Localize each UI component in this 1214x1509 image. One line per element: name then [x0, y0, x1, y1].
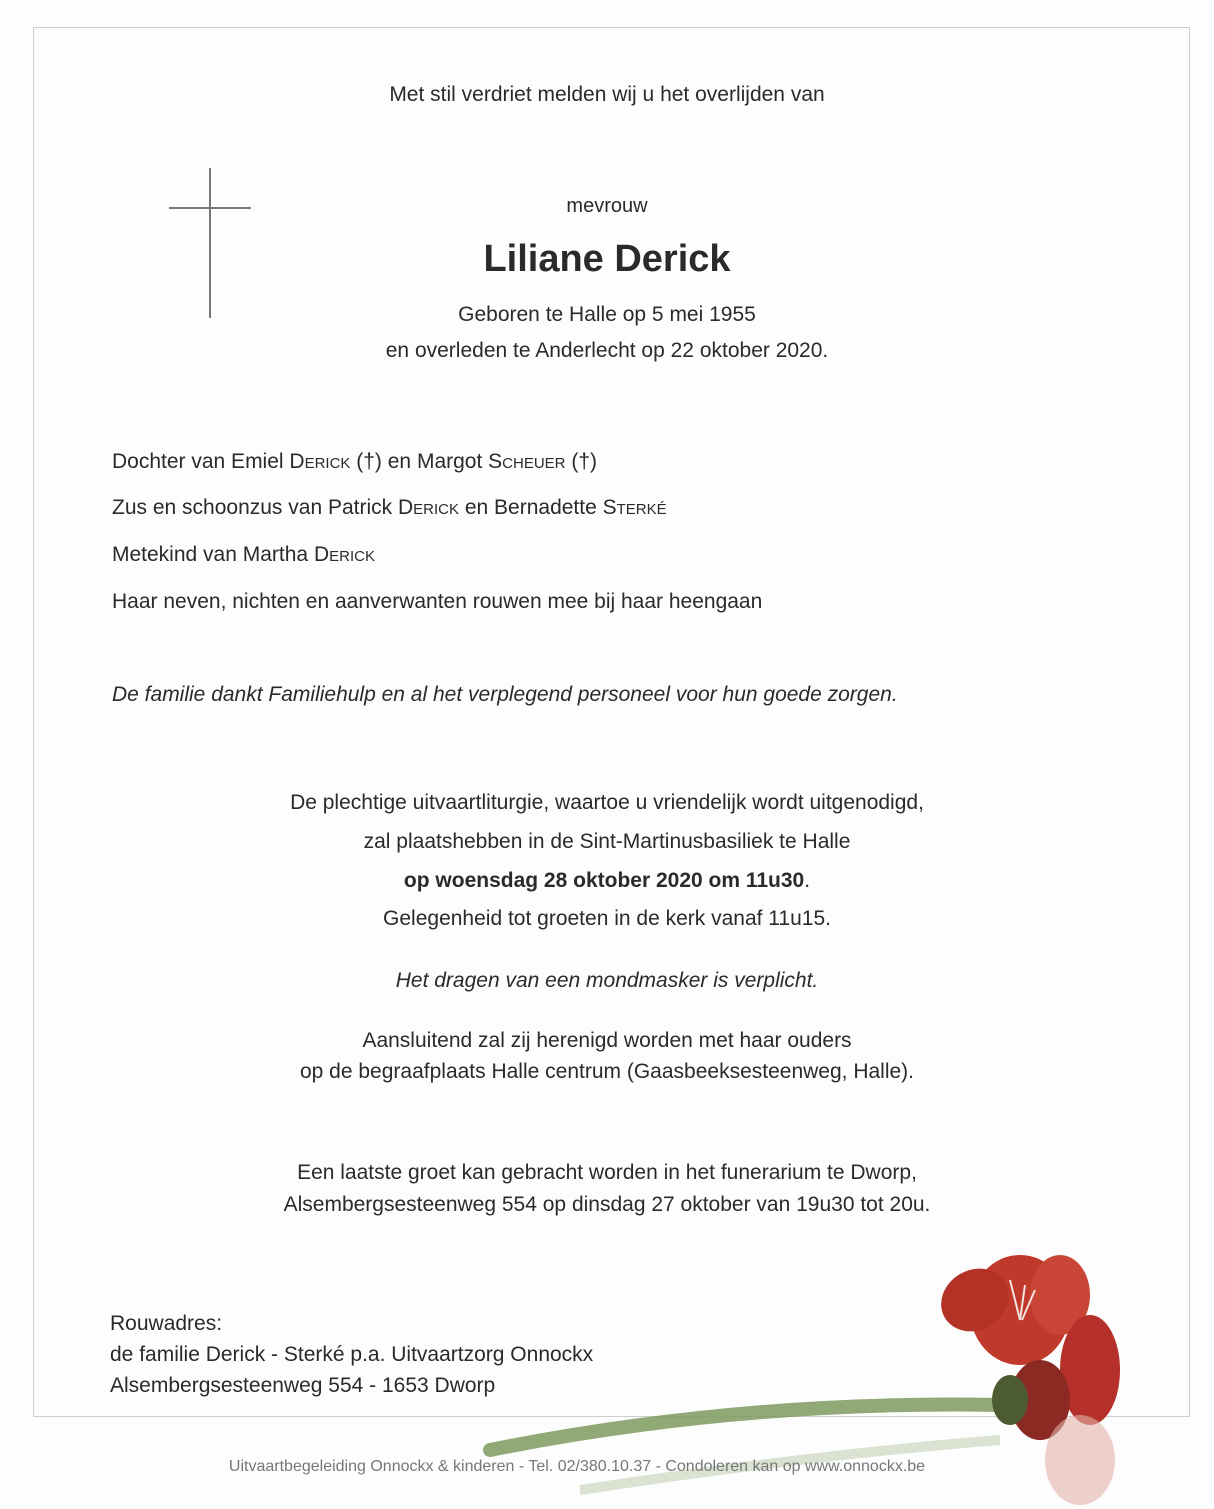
title-prefix: mevrouw [566, 195, 648, 217]
burial-line-1: Aansluitend zal zij herenigd worden met haar ouders [362, 1029, 852, 1052]
mask-notice: Het dragen van een mondmasker is verplicht. [395, 969, 819, 992]
thanks-text: De familie dankt Familiehulp en al het verplegend personeel voor hun goede zorgen. [112, 683, 898, 706]
death-line: en overleden te Anderlecht op 22 oktober 2020. [385, 339, 829, 362]
address-line-2: Alsembergsesteenweg 554 - 1653 Dworp [110, 1374, 496, 1397]
ceremony-line-1: De plechtige uitvaartliturgie, waartoe u vriendelijk wordt uitgenodigd, [290, 791, 924, 814]
ceremony-date: op woensdag 28 oktober 2020 om 11u30. [403, 869, 811, 892]
deceased-name: Liliane Derick [483, 238, 731, 280]
burial-line-2: op de begraafplaats Halle centrum (Gaasbeeksesteenweg, Halle). [299, 1060, 914, 1083]
footer-text: Uitvaartbegeleiding Onnockx & kinderen - Tel. 02/380.10.37 - Condoleren kan op www.onnockx.be [228, 1458, 926, 1475]
relative-line: Haar neven, nichten en aanverwanten rouwen mee bij haar heengaan [112, 590, 763, 613]
visit-line-2: Alsembergsesteenweg 554 op dinsdag 27 oktober van 19u30 tot 20u. [283, 1193, 931, 1216]
address-line-1: de familie Derick - Sterké p.a. Uitvaartzorg Onnockx [110, 1343, 594, 1366]
relative-line: Zus en schoonzus van Patrick Derick en Bernadette Sterké [112, 496, 667, 519]
ceremony-line-4: Gelegenheid tot groeten in de kerk vanaf 11u15. [383, 907, 831, 930]
birth-line: Geboren te Halle op 5 mei 1955 [458, 303, 756, 326]
ceremony-line-2: zal plaatshebben in de Sint-Martinusbasiliek te Halle [363, 830, 851, 853]
address-label: Rouwadres: [110, 1312, 223, 1335]
relative-line: Metekind van Martha Derick [112, 543, 375, 566]
relative-line: Dochter van Emiel Derick (†) en Margot Scheuer (†) [112, 450, 598, 473]
intro-text: Met stil verdriet melden wij u het overlijden van [389, 83, 825, 106]
visit-line-1: Een laatste groet kan gebracht worden in het funerarium te Dworp, [297, 1161, 917, 1184]
